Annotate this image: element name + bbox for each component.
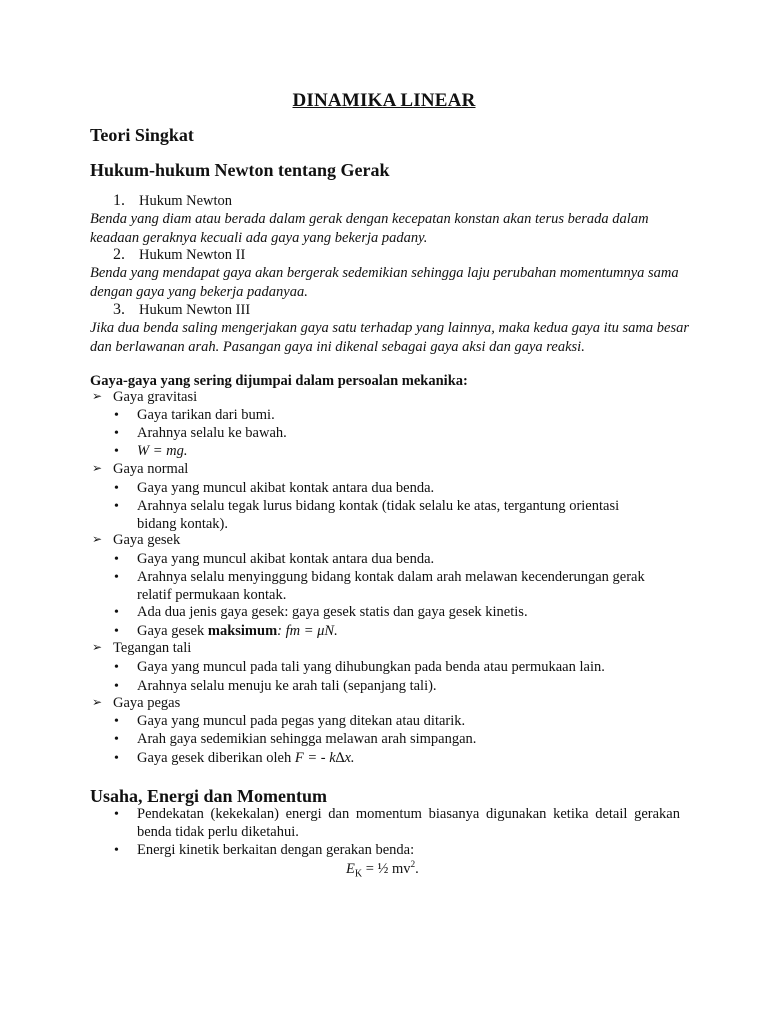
round-bullet-icon: •	[114, 624, 119, 639]
round-bullet-icon: •	[114, 552, 119, 567]
pegas-bullet-1: • Gaya yang muncul pada pegas yang ditekan atau ditarik.	[114, 713, 466, 729]
gravitasi-bullet-2: • Arahnya selalu ke bawah.	[114, 425, 287, 441]
round-bullet-icon: •	[114, 481, 119, 496]
pegas-bullet-2: • Arah gaya sedemikian sehingga melawan arah simpangan.	[114, 731, 477, 747]
law-3-label: Hukum Newton III	[139, 302, 251, 318]
law-3-text: Jika dua benda saling mengerjakan gaya satu terhadap yang lainnya, maka kedua gaya itu sama besar dan berlawanan arah. Pasangan gaya ini dikenal sebagai gaya aksi dan gaya reaksi.	[90, 320, 689, 355]
force-normal-item	[92, 461, 188, 478]
forces-heading: Gaya-gaya yang sering dijumpai dalam persoalan mekanika:	[90, 373, 468, 389]
force-gravitasi-item	[92, 389, 197, 406]
heading-hukum-newton: Hukum-hukum Newton tentang Gerak	[90, 160, 390, 180]
usaha-bullet-1: • Pendekatan (kekekalan) energi dan momentum biasanya digunakan ketika detail gerakan benda tidak perlu diketahui.	[114, 806, 680, 840]
gravitasi-bullet-1: • Gaya tarikan dari bumi.	[114, 407, 275, 423]
pegas-bullet-3: • Gaya gesek diberikan oleh F = - k∆x.	[114, 750, 355, 766]
arrowhead-bullet-icon: ➢	[92, 640, 103, 654]
arrowhead-bullet-icon: ➢	[92, 389, 103, 403]
law-1-item	[113, 192, 232, 210]
gesek-bullet-4: • Gaya gesek maksimum: fm = μN.	[114, 623, 338, 639]
round-bullet-icon: •	[114, 751, 119, 766]
round-bullet-icon: •	[114, 570, 119, 585]
tali-bullet-1: • Gaya yang muncul pada tali yang dihubungkan pada benda atau permukaan lain.	[114, 659, 605, 675]
gesek-bullet-1: • Gaya yang muncul akibat kontak antara dua benda.	[114, 551, 435, 567]
round-bullet-icon: •	[114, 807, 119, 822]
law-2-label: Hukum Newton II	[139, 247, 246, 263]
round-bullet-icon: •	[114, 732, 119, 747]
gesek-bullet-3: • Ada dua jenis gaya gesek: gaya gesek statis dan gaya gesek kinetis.	[114, 604, 528, 620]
round-bullet-icon: •	[114, 660, 119, 675]
force-gravitasi-label: Gaya gravitasi	[113, 389, 198, 405]
heading-usaha-energi-momentum: Usaha, Energi dan Momentum	[90, 786, 328, 806]
gesek-bullet-2: • Arahnya selalu menyinggung bidang kontak dalam arah melawan kecenderungan gerak relatif permukaan kontak.	[114, 569, 645, 603]
round-bullet-icon: •	[114, 499, 119, 514]
force-normal-label: Gaya normal	[113, 461, 189, 477]
page-title: DINAMIKA LINEAR	[292, 90, 476, 111]
law-2-number: 2.	[113, 246, 125, 263]
law-3-number: 3.	[113, 301, 125, 318]
tali-bullet-2: • Arahnya selalu menuju ke arah tali (sepanjang tali).	[114, 678, 437, 694]
usaha-bullet-2: • Energi kinetik berkaitan dengan gerakan benda:	[114, 842, 415, 858]
normal-bullet-2: • Arahnya selalu tegak lurus bidang kontak (tidak selalu ke atas, tergantung orientasi bidang kontak).	[114, 498, 620, 532]
force-pegas-item	[92, 695, 180, 712]
law-2-item	[113, 246, 245, 264]
round-bullet-icon: •	[114, 605, 119, 620]
arrowhead-bullet-icon: ➢	[92, 532, 103, 546]
round-bullet-icon: •	[114, 426, 119, 441]
force-tali-label: Tegangan tali	[113, 640, 192, 656]
force-gesek-label: Gaya gesek	[113, 532, 181, 548]
round-bullet-icon: •	[114, 444, 119, 459]
arrowhead-bullet-icon: ➢	[92, 461, 103, 475]
force-pegas-label: Gaya pegas	[113, 695, 181, 711]
law-2-text: Benda yang mendapat gaya akan bergerak sedemikian sehingga laju perubahan momentumnya sama dengan gaya yang bekerja padanyaa.	[90, 265, 679, 300]
heading-teori-singkat: Teori Singkat	[90, 125, 194, 145]
round-bullet-icon: •	[114, 714, 119, 729]
law-1-number: 1.	[113, 192, 125, 209]
gravitasi-bullet-3: • W = mg.	[114, 443, 188, 459]
arrowhead-bullet-icon: ➢	[92, 695, 103, 709]
law-1-label: Hukum Newton	[139, 193, 233, 209]
law-1-text: Benda yang diam atau berada dalam gerak dengan kecepatan konstan akan terus berada dalam keadaan geraknya kecuali ada gaya yang bekerja padany.	[90, 211, 649, 246]
round-bullet-icon: •	[114, 679, 119, 694]
law-3-item	[113, 301, 250, 319]
kinetic-energy-formula: $E_K$ = ½ $mv^2$.	[346, 859, 419, 880]
round-bullet-icon: •	[114, 408, 119, 423]
normal-bullet-1: • Gaya yang muncul akibat kontak antara dua benda.	[114, 480, 435, 496]
force-gesek-item	[92, 532, 180, 549]
force-tali-item	[92, 640, 191, 657]
round-bullet-icon: •	[114, 843, 119, 858]
